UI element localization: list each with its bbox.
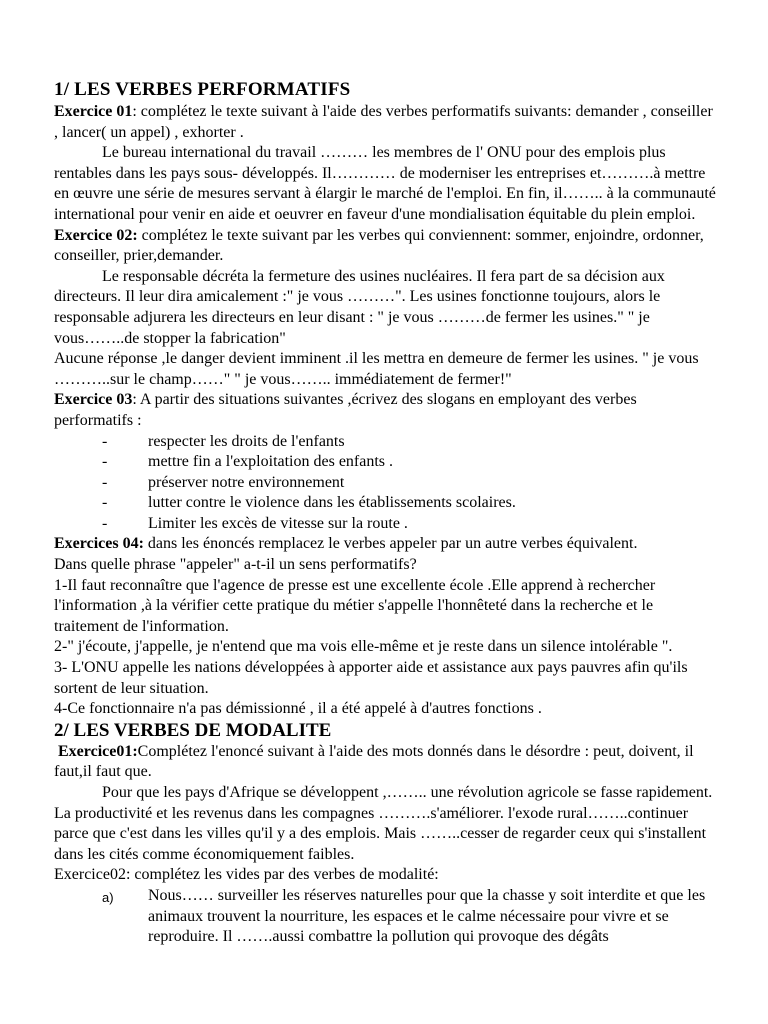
exercise-1-2-instruction: Exercice 02: complétez le texte suivant par les verbes qui conviennent: sommer, enjoindre, ordonner, conseiller, prier,demander. bbox=[54, 226, 704, 265]
exercise-1-4-question: Dans quelle phrase "appeler" a-t-il un sens performatifs? bbox=[54, 556, 417, 574]
dash-bullet: - bbox=[102, 514, 108, 532]
dash-bullet: - bbox=[102, 453, 108, 471]
dash-bullet: - bbox=[102, 473, 108, 491]
section-1-title: 1/ LES VERBES PERFORMATIFS bbox=[54, 79, 351, 100]
exercise-label: Exercices 04: bbox=[54, 535, 144, 553]
exercise-1-4-sentence-1: 1-Il faut reconnaître que l'agence de presse est une excellente école .Elle apprend à rechercher l'information ,à la vérifier cette pratique du métier s'appelle l'honnêteté dans la recherche et le traitement de l'information. bbox=[54, 576, 656, 635]
exercise-1-1-instruction: Exercice 01: complétez le texte suivant à l'aide des verbes performatifs suivants: demander , conseiller , lancer( un appel) , exhorter . bbox=[54, 103, 713, 141]
exercise-1-2-text-continued: Aucune réponse ,le danger devient imminent .il les mettra en demeure de fermer les usines. " je vous ………..sur le champ……" " je vous…….. immédiatement de fermer!" bbox=[54, 350, 699, 388]
exercise-label: Exercice 03 bbox=[54, 391, 133, 409]
exercise-1-3-instruction: Exercice 03: A partir des situations suivantes ,écrivez des slogans en employant des verbes performatifs : bbox=[54, 391, 637, 429]
exercise-label: Exercice01: bbox=[58, 742, 138, 760]
exercise-label: Exercice 02: bbox=[54, 226, 138, 244]
document-content bbox=[54, 78, 716, 948]
dash-bullet: - bbox=[102, 432, 108, 450]
list-marker: a) bbox=[102, 889, 114, 905]
exercise-1-1-text: Le bureau international du travail ……… les membres de l' ONU pour des emplois plus rentables dans les pays sous- développés. Il………… de moderniser les entreprises et……….à mettre en œuvre une série de mesures servant à élargir le marché de l'emploi. En fin, il…….. à la communauté international pour venir en aide et oeuvrer en faveur d'une mondialisation équitable du plein emploi. bbox=[54, 144, 716, 223]
exercise-1-4-sentence-4: 4-Ce fonctionnaire n'a pas démissionné , il a été appelé à d'autres fonctions . bbox=[54, 700, 542, 718]
list-item: a) Nous…… surveiller les réserves naturelles pour que la chasse y soit interdite et que les animaux trouvent la nourriture, les espaces et le calme nécessaire pour vivre et se reproduire. Il …….aussi combattre la pollution qui provoque des dégâts bbox=[54, 886, 716, 948]
slogan-situations-list bbox=[54, 432, 716, 535]
dash-bullet: - bbox=[102, 494, 108, 512]
list-item: - préserver notre environnement bbox=[54, 473, 716, 494]
exercise-1-4-sentence-2: 2-" j'écoute, j'appelle, je n'entend que ma vois elle-même et je reste dans un silence intolérable ". bbox=[54, 638, 673, 656]
exercise-2-1-instruction: Exercice01:Complétez l'enoncé suivant à l'aide des mots donnés dans le désordre : peut, doivent, il faut,il faut que. bbox=[54, 742, 694, 781]
exercise-2-2-list bbox=[54, 886, 716, 948]
list-item: - lutter contre le violence dans les établissements scolaires. bbox=[54, 493, 716, 514]
list-item: - Limiter les excès de vitesse sur la route . bbox=[54, 514, 716, 535]
section-2-title: 2/ LES VERBES DE MODALITE bbox=[54, 719, 332, 741]
exercise-1-4-sentence-3: 3- L'ONU appelle les nations développées à apporter aide et assistance aux pays pauvres afin qu'ils sortent de leur situation. bbox=[54, 659, 688, 697]
exercise-1-2-text: Le responsable décréta la fermeture des usines nucléaires. Il fera part de sa décision aux directeurs. Il leur dira amicalement :" je vous ………". Les usines fonctionne toujours, alors le responsable adjurera les directeurs en leur disant : " je vous ………de fermer les usines." " je vous……..de stopper la fabrication" bbox=[54, 267, 665, 347]
list-item: - respecter les droits de l'enfants bbox=[54, 432, 716, 453]
exercise-2-2-instruction: Exercice02: complétez les vides par des verbes de modalité: bbox=[54, 866, 439, 884]
exercise-label: Exercice 01 bbox=[54, 103, 133, 120]
exercise-2-1-text: Pour que les pays d'Afrique se développent ,…….. une révolution agricole se fasse rapidement. La productivité et les revenus dans les compagnes ……….s'améliorer. l'exode rural……..continuer parce que c'est dans les villes qu'il y a des emplois. Mais ……..cesser de regarder ceux qui s'installent dans les cités comme économiquement faibles. bbox=[54, 784, 713, 863]
exercise-1-4-instruction: Exercices 04: dans les énoncés remplacez le verbes appeler par un autre verbes équivalent. bbox=[54, 535, 638, 553]
list-item: - mettre fin a l'exploitation des enfants . bbox=[54, 452, 716, 473]
